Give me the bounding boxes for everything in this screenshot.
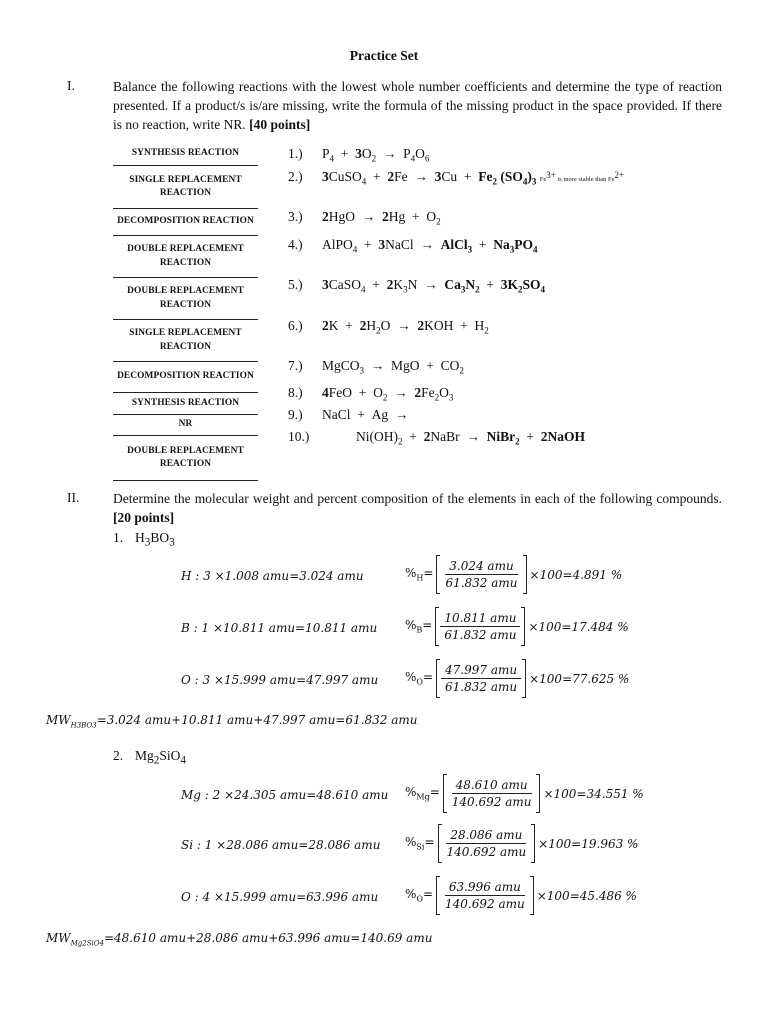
part-2-numeral: II. xyxy=(67,490,80,505)
reaction-type-4: DOUBLE REPLACEMENT REACTION xyxy=(113,236,258,278)
reaction-type-8: SYNTHESIS REACTION xyxy=(113,393,258,415)
reaction-7: 7.) MgCO$_3$ → MgO + $CO_2$ xyxy=(288,358,464,376)
reaction-type-column xyxy=(113,143,258,481)
compound-1-pct-b: $\%_B=$ 10.811 amu 61.832 amu ×100=17.484 % xyxy=(405,608,629,645)
compound-2-molecular-weight: $MW_{Mg2SiO4}=48.610$ amu+28.086 amu+63.996 amu=140.69 amu xyxy=(46,931,433,948)
part-1-instructions xyxy=(113,77,722,134)
part-1-text: Balance the following reactions with the lowest whole number coefficients and determine the type of reaction presented. If a product/s is/are missing, write the formula of the missing product in the space provided. If there is no reaction, write NR. xyxy=(113,79,722,132)
compound-2-heading: 2. $Mg_2SiO_4$ xyxy=(113,748,187,767)
compound-2-calc-si: Si : 1 ×28.086 amu=28.086 amu xyxy=(181,838,381,852)
reaction-8: 8.) $4FeO + O_2 \to 2Fe_2O_3$ xyxy=(288,385,454,403)
compound-2-pct-mg: $\%_{Mg}=$ 48.610 amu 140.692 amu ×100=34.551 % xyxy=(405,775,644,812)
page-title: Practice Set xyxy=(349,48,419,63)
reaction-type-6: SINGLE REPLACEMENT REACTION xyxy=(113,320,258,362)
reaction-1: 1.) $P_4 + 3O_2 \to P_4O_6$ xyxy=(288,146,430,164)
compound-1-heading: 1. $H_3BO_3$ xyxy=(113,530,175,549)
compound-1-calc-b: B : 1 ×10.811 amu=10.811 amu xyxy=(181,621,378,635)
compound-1-calc-h: H : 3 ×1.008 amu=3.024 amu xyxy=(181,569,364,583)
reaction-5: 5.) 3CaSO$_4$ + $2K_3N \to Ca_3N_2 + 3K_2SO_4$ xyxy=(288,277,546,295)
reaction-type-10: DOUBLE REPLACEMENT REACTION xyxy=(113,436,258,481)
part-1-points: [40 points] xyxy=(249,117,311,132)
reaction-type-3: DECOMPOSITION REACTION xyxy=(113,209,258,236)
reaction-type-2: SINGLE REPLACEMENT REACTION xyxy=(113,166,258,209)
part-2-points: [20 points] xyxy=(113,510,175,525)
compound-1-pct-h: $\%_H=$ 3.024 amu 61.832 amu ×100=4.891 % xyxy=(405,556,622,593)
reaction-type-9: NR xyxy=(113,415,258,436)
compound-1-calc-o: O : 3 ×15.999 amu=47.997 amu xyxy=(181,673,379,687)
reaction-10: 10.) $Ni(OH)_2$ + 2NaBr → NiBr$_2$ + 2NaOH xyxy=(288,429,586,447)
compound-1-molecular-weight: $MW_{H3BO3}=3.024$ amu+10.811 amu+47.997 amu=61.832 amu xyxy=(46,713,418,730)
reaction-type-7: DECOMPOSITION REACTION xyxy=(113,362,258,393)
compound-2-pct-si: $\%_{Si}=$ 28.086 amu 140.692 amu ×100=19.963 % xyxy=(405,825,638,862)
reaction-9: 9.) NaCl + Ag → xyxy=(288,407,409,422)
reaction-type-5: DOUBLE REPLACEMENT REACTION xyxy=(113,278,258,320)
compound-2-calc-mg: Mg : 2 ×24.305 amu=48.610 amu xyxy=(181,788,389,802)
reaction-type-1: SYNTHESIS REACTION xyxy=(113,143,258,166)
compound-2-pct-o: $\%_O=$ 63.996 amu 140.692 amu ×100=45.486 % xyxy=(405,877,637,914)
reaction-2: 2.) 3CuSO$_4$ + $2Fe \to 3Cu + Fe_2$ $(SO_4)_3$ $Fe^{3+}$ is more stable than $Fe^{2+}$ xyxy=(288,169,625,187)
part-2-text: Determine the molecular weight and percent composition of the elements in each of the following compounds. xyxy=(113,491,722,506)
reaction-3: 3.) $2HgO \to 2Hg + O_2$ xyxy=(288,209,441,227)
reaction-4: 4.) AlPO$_4$ + 3NaCl → AlCl$_3$ + $Na_3PO_4$ xyxy=(288,237,538,255)
reaction-6: 6.) $2K + 2H_2O \to 2KOH + H_2$ xyxy=(288,318,489,336)
compound-2-calc-o: O : 4 ×15.999 amu=63.996 amu xyxy=(181,890,379,904)
part-2-instructions xyxy=(113,489,722,527)
compound-1-pct-o: $\%_O=$ 47.997 amu 61.832 amu ×100=77.625 % xyxy=(405,660,629,697)
part-1-numeral: I. xyxy=(67,78,75,93)
